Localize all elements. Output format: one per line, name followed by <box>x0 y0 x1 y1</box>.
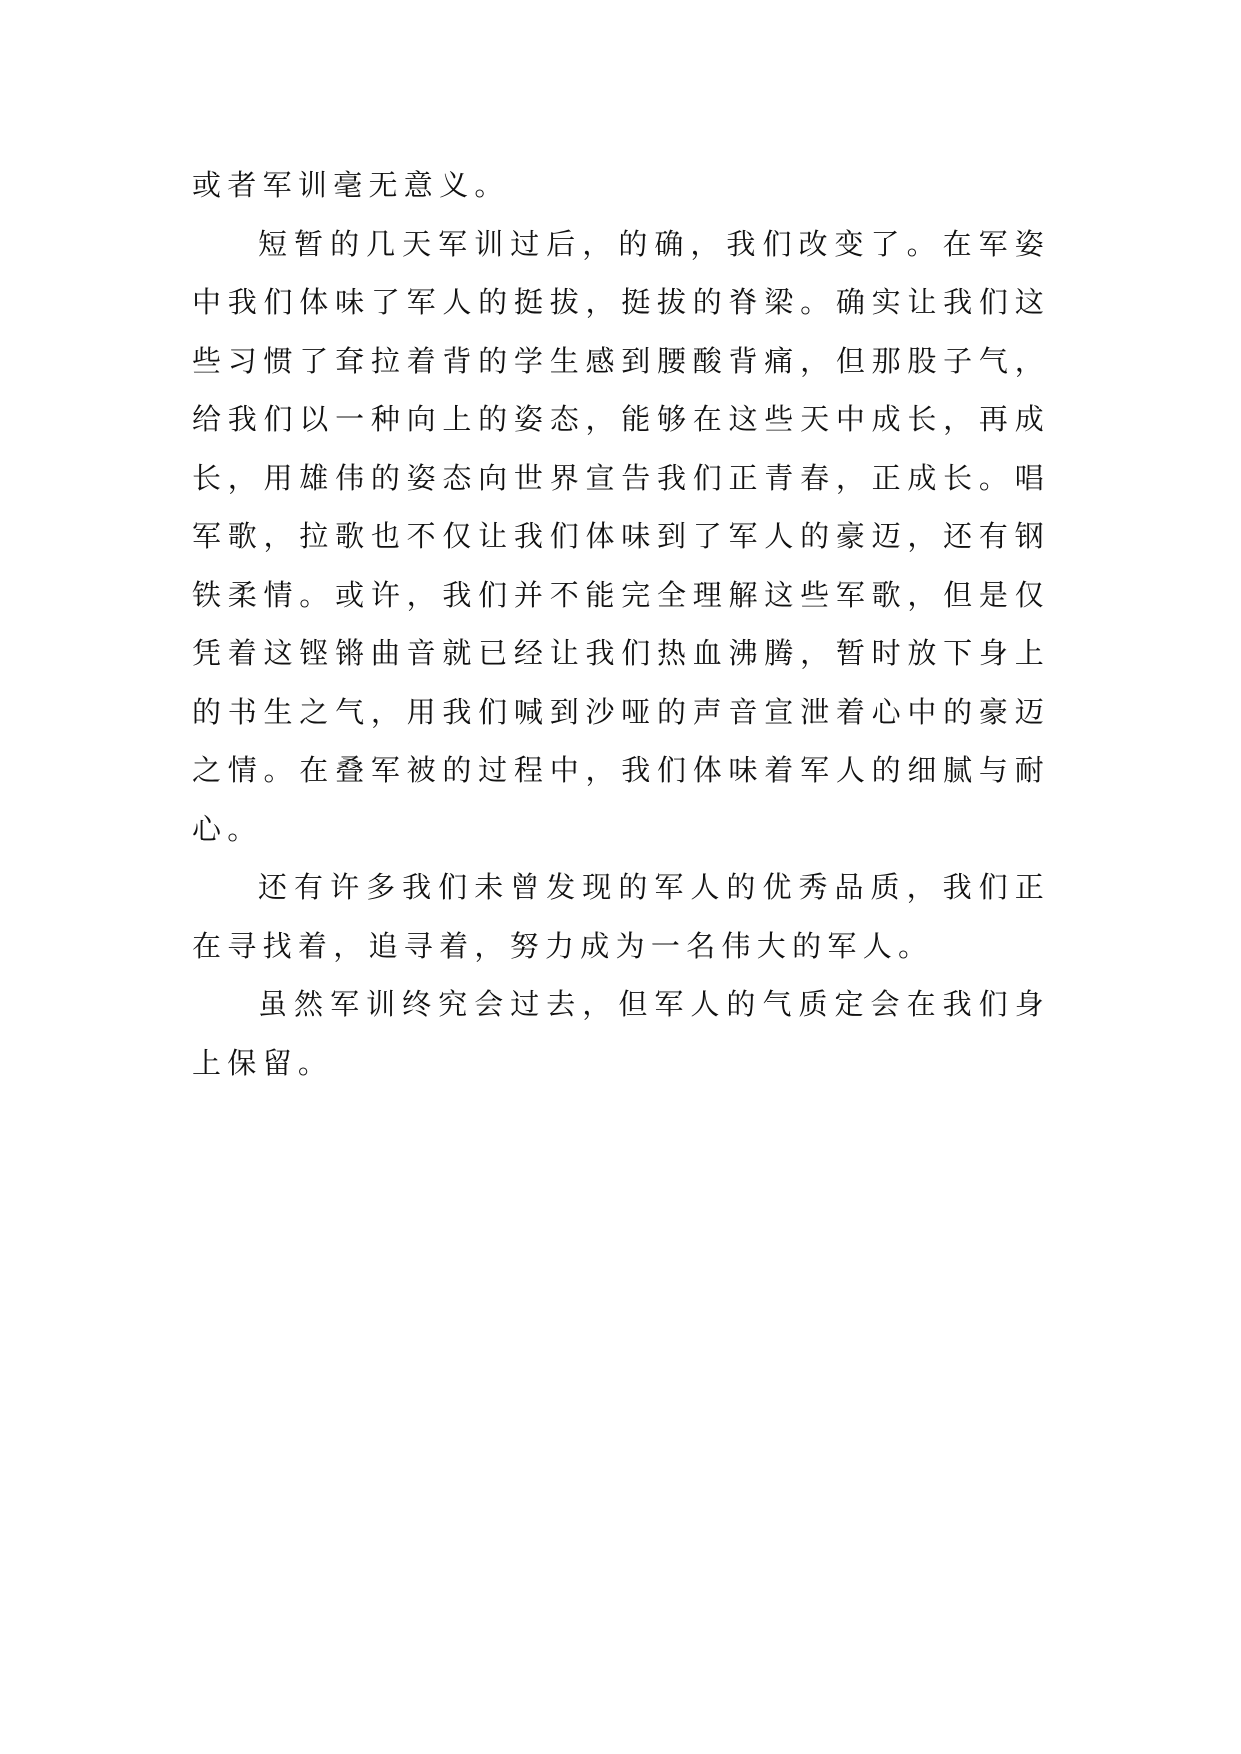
document-body <box>192 156 1050 1092</box>
paragraph-continuation: 或者军训毫无意义。 <box>192 168 510 202</box>
paragraph-soldier-qualities: 还有许多我们未曾发现的军人的优秀品质，我们正在寻找着，追寻着，努力成为一名伟大的军人。 <box>192 870 1050 963</box>
paragraph-conclusion: 虽然军训终究会过去，但军人的气质定会在我们身上保留。 <box>192 987 1050 1080</box>
paragraph-training-change: 短暂的几天军训过后，的确，我们改变了。在军姿中我们体味了军人的挺拔，挺拔的脊梁。确实让我们这些习惯了耷拉着背的学生感到腰酸背痛，但那股子气，给我们以一种向上的姿态，能够在这些天中成长，再成长，用雄伟的姿态向世界宣告我们正青春，正成长。唱军歌，拉歌也不仅让我们体味到了军人的豪迈，还有钢铁柔情。或许，我们并不能完全理解这些军歌，但是仅凭着这铿锵曲音就已经让我们热血沸腾，暂时放下身上的书生之气，用我们喊到沙哑的声音宣泄着心中的豪迈之情。在叠军被的过程中，我们体味着军人的细腻与耐心。 <box>192 226 1050 846</box>
